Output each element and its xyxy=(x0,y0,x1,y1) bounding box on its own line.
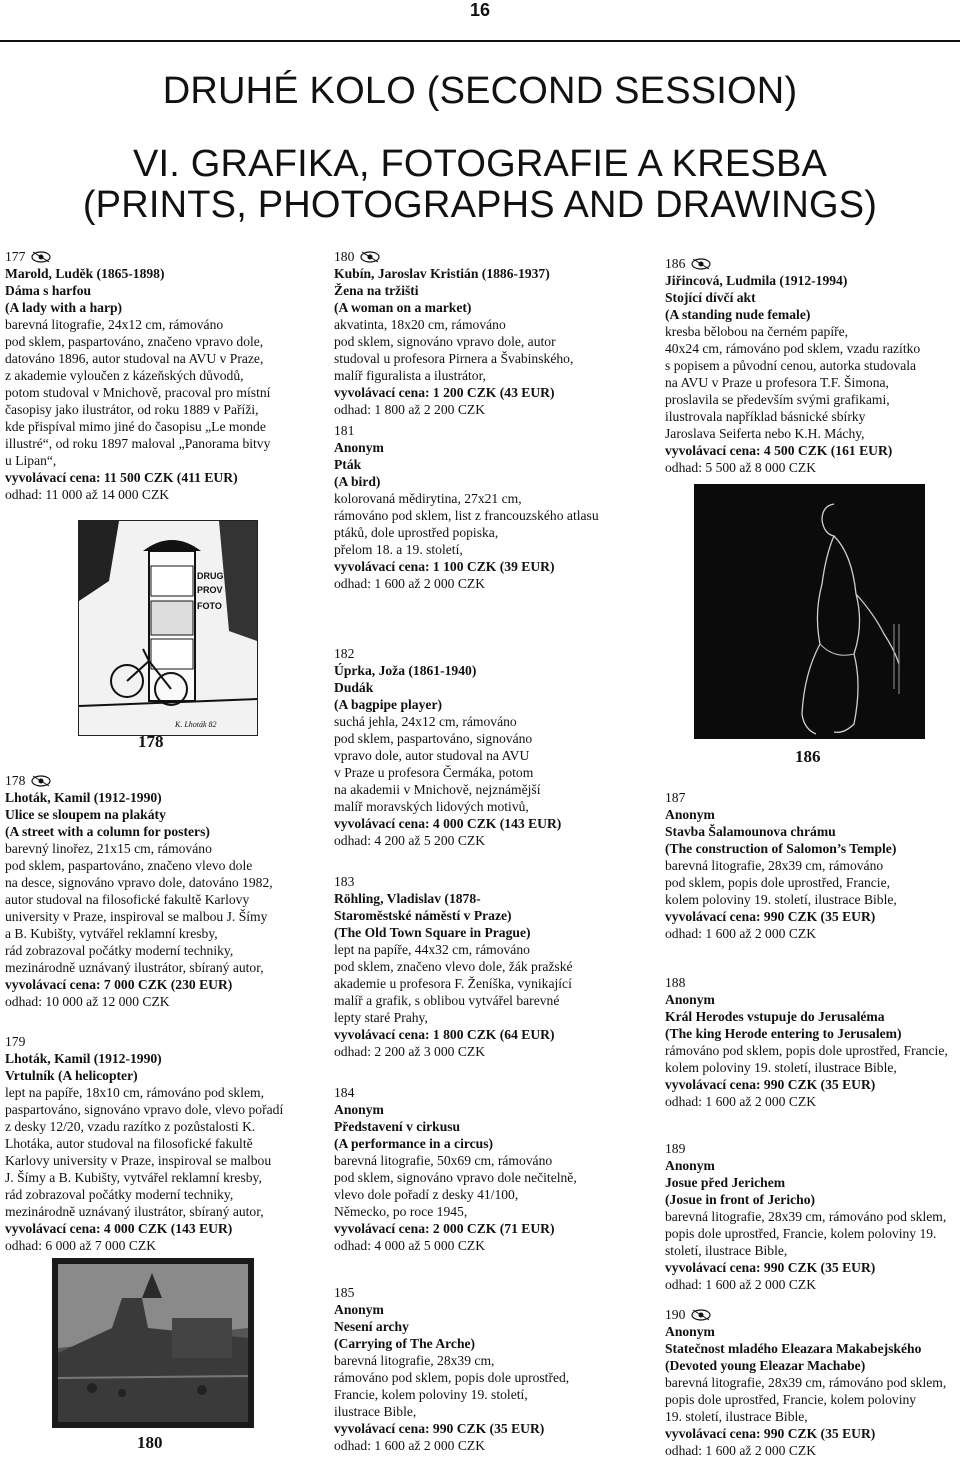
entry-line: Röhling, Vladislav (1878- xyxy=(334,891,481,906)
entry-line: Francie, kolem poloviny 19. století, xyxy=(334,1387,528,1402)
entry-line: proslavila se především svými grafikami, xyxy=(665,392,890,407)
entry-188 xyxy=(665,974,957,1110)
entry-182 xyxy=(334,645,634,849)
poster-text: PROV xyxy=(197,585,223,595)
poster-text: FOTO xyxy=(197,601,222,611)
figure-label-180: 180 xyxy=(137,1433,163,1452)
entry-line: vyvolávací cena: 2 000 CZK (71 EUR) xyxy=(334,1221,555,1236)
entry-177 xyxy=(5,248,305,503)
entry-line: vyvolávací cena: 990 CZK (35 EUR) xyxy=(665,1077,876,1092)
entry-line: university v Praze, inspiroval se malbou J. Šímy xyxy=(5,909,268,924)
entry-line: (The Old Town Square in Prague) xyxy=(334,925,531,940)
entry-line: kde přispíval mimo jiné do časopisu „Le monde xyxy=(5,419,266,434)
entry-line: odhad: 2 200 až 3 000 CZK xyxy=(334,1044,486,1059)
entry-line: pod sklem, popis dole uprostřed, Francie, xyxy=(665,875,891,890)
lot-number: 185 xyxy=(334,1285,355,1300)
entry-line: odhad: 4 200 až 5 200 CZK xyxy=(334,833,486,848)
entry-line: odhad: 4 000 až 5 000 CZK xyxy=(334,1238,486,1253)
entry-line: pod sklem, signováno vpravo dole, autor xyxy=(334,334,556,349)
entry-line: odhad: 1 600 až 2 000 CZK xyxy=(665,1443,817,1458)
entry-line: Marold, Luděk (1865-1898) xyxy=(5,266,165,281)
entry-line: vyvolávací cena: 1 100 CZK (39 EUR) xyxy=(334,559,555,574)
entry-line: rámováno pod sklem, popis dole uprostřed, xyxy=(334,1370,570,1385)
entry-line: Žena na tržišti xyxy=(334,283,419,298)
entry-line: vyvolávací cena: 990 CZK (35 EUR) xyxy=(665,909,876,924)
entry-line: Anonym xyxy=(334,1102,384,1117)
entry-line: datováno 1896, autor studoval na AVU v Praze, xyxy=(5,351,264,366)
lot-number: 188 xyxy=(665,975,686,990)
entry-178 xyxy=(5,772,305,1010)
entry-line: odhad: 1 600 až 2 000 CZK xyxy=(334,576,486,591)
lot-number: 186 xyxy=(665,256,686,271)
entry-line: odhad: 6 000 až 7 000 CZK xyxy=(5,1238,157,1253)
entry-line: přelom 18. a 19. století, xyxy=(334,542,463,557)
entry-line: paspartováno, signováno vpravo dole, vlevo pořadí xyxy=(5,1102,284,1117)
entry-line: Stavba Šalamounova chrámu xyxy=(665,824,836,839)
entry-line: vyvolávací cena: 1 200 CZK (43 EUR) xyxy=(334,385,555,400)
entry-line: barevná litografie, 28x39 cm, rámováno xyxy=(665,858,884,873)
entry-line: vyvolávací cena: 990 CZK (35 EUR) xyxy=(665,1426,876,1441)
entry-line: 40x24 cm, rámováno pod sklem, vzadu razítko xyxy=(665,341,921,356)
entry-line: na desce, signováno vpravo dole, datováno 1982, xyxy=(5,875,273,890)
entry-line: odhad: 10 000 až 12 000 CZK xyxy=(5,994,170,1009)
entry-line: s popisem a původní cenou, autorka studovala xyxy=(665,358,917,373)
entry-line: vyvolávací cena: 990 CZK (35 EUR) xyxy=(334,1421,545,1436)
entry-190 xyxy=(665,1306,957,1459)
entry-line: malíř a grafik, s oblibou vytvářel barevné xyxy=(334,993,560,1008)
entry-line: Král Herodes vstupuje do Jerusaléma xyxy=(665,1009,885,1024)
entry-line: pod sklem, signováno vpravo dole nečitelně, xyxy=(334,1170,577,1185)
entry-line: kolem poloviny 19. století, ilustrace Bible, xyxy=(665,1060,897,1075)
lot-number: 187 xyxy=(665,790,686,805)
artwork-186-standing-nude xyxy=(694,484,925,739)
entry-183 xyxy=(334,873,634,1060)
entry-line: vyvolávací cena: 7 000 CZK (230 EUR) xyxy=(5,977,233,992)
eye-icon xyxy=(31,775,51,787)
entry-line: Lhoták, Kamil (1912-1990) xyxy=(5,790,162,805)
entry-line: potom studoval v Mnichově, pracoval pro místní xyxy=(5,385,271,400)
entry-line: ilustrovala například básnické sbírky xyxy=(665,409,866,424)
entry-line: lepty staré Prahy, xyxy=(334,1010,428,1025)
eye-icon xyxy=(31,251,51,263)
entry-line: J. Šímy a B. Kubišty, vytvářel reklamní kresby, xyxy=(5,1170,262,1185)
entry-line: (Carrying of The Arche) xyxy=(334,1336,476,1351)
entry-line: odhad: 1 600 až 2 000 CZK xyxy=(334,1438,486,1453)
entry-line: odhad: 1 800 až 2 200 CZK xyxy=(334,402,486,417)
entry-line: Staroměstské náměstí v Praze) xyxy=(334,908,512,923)
entry-line: Jiřincová, Ludmila (1912-1994) xyxy=(665,273,848,288)
entry-line: (The construction of Salomon’s Temple) xyxy=(665,841,897,856)
session-heading: DRUHÉ KOLO (SECOND SESSION) xyxy=(162,70,798,112)
artwork-180-woman-on-market xyxy=(52,1258,254,1428)
entry-line: (Josue in front of Jericho) xyxy=(665,1192,816,1207)
entry-line: časopisy jako ilustrátor, od roku 1889 v Paříži, xyxy=(5,402,259,417)
entry-line: odhad: 1 600 až 2 000 CZK xyxy=(665,1277,817,1292)
entry-line: vyvolávací cena: 4 500 CZK (161 EUR) xyxy=(665,443,893,458)
entry-line: Dudák xyxy=(334,680,374,695)
entry-line: (A street with a column for posters) xyxy=(5,824,210,839)
entry-line: ilustrace Bible, xyxy=(334,1404,417,1419)
entry-line: Úprka, Joža (1861-1940) xyxy=(334,663,477,678)
entry-line: rád zobrazoval počátky moderní techniky, xyxy=(5,943,234,958)
entry-line: 19. století, ilustrace Bible, xyxy=(665,1409,808,1424)
entry-line: vyvolávací cena: 4 000 CZK (143 EUR) xyxy=(334,816,562,831)
entry-line: rád zobrazoval počátky moderní techniky, xyxy=(5,1187,234,1202)
entry-line: studoval u profesora Pirnera a Švabinského, xyxy=(334,351,574,366)
figure-label-178: 178 xyxy=(138,732,164,751)
entry-line: ptáků, dole uprostřed popiska, xyxy=(334,525,499,540)
entry-line: Anonym xyxy=(665,1324,715,1339)
entry-line: Pták xyxy=(334,457,362,472)
entry-line: Ulice se sloupem na plakáty xyxy=(5,807,166,822)
entry-line: Vrtulník (A helicopter) xyxy=(5,1068,138,1083)
entry-line: (A bird) xyxy=(334,474,381,489)
entry-185 xyxy=(334,1284,634,1454)
entry-line: z akademie vyloučen z kázeňských důvodů, xyxy=(5,368,244,383)
entry-line: akvatinta, 18x20 cm, rámováno xyxy=(334,317,506,332)
lot-number: 182 xyxy=(334,646,355,661)
entry-line: suchá jehla, 24x12 cm, rámováno xyxy=(334,714,517,729)
entry-line: barevná litografie, 28x39 cm, rámováno pod sklem, xyxy=(665,1375,947,1390)
entry-line: (Devoted young Eleazar Machabe) xyxy=(665,1358,866,1373)
entry-line: Anonym xyxy=(334,440,384,455)
entry-line: (A performance in a circus) xyxy=(334,1136,494,1151)
entry-187 xyxy=(665,789,957,942)
entry-line: popis dole uprostřed, Francie, kolem poloviny 19. xyxy=(665,1226,937,1241)
artwork-178-street-with-column xyxy=(78,520,258,736)
entry-line: vyvolávací cena: 1 800 CZK (64 EUR) xyxy=(334,1027,555,1042)
entry-line: Stojící dívčí akt xyxy=(665,290,756,305)
entry-line: století, ilustrace Bible, xyxy=(665,1243,788,1258)
entry-line: illustré“, od roku 1897 maloval „Panorama bitvy xyxy=(5,436,271,451)
entry-line: a B. Kubišty, vytvářel reklamní kresby, xyxy=(5,926,218,941)
entry-line: Lhotáka, autor studoval na filosofické fakultě xyxy=(5,1136,253,1151)
entry-line: malíř figuralista a ilustrátor, xyxy=(334,368,486,383)
eye-icon xyxy=(360,251,380,263)
entry-line: u Lipan“, xyxy=(5,453,57,468)
entry-184 xyxy=(334,1084,634,1254)
entry-line: (A woman on a market) xyxy=(334,300,472,315)
entry-line: Karlovy university v Praze, inspiroval se malbou xyxy=(5,1153,272,1168)
entry-line: Nesení archy xyxy=(334,1319,409,1334)
entry-line: kolem poloviny 19. století, ilustrace Bible, xyxy=(665,892,897,907)
entry-line: odhad: 1 600 až 2 000 CZK xyxy=(665,1094,817,1109)
entry-line: rámováno pod sklem, popis dole uprostřed, Francie, xyxy=(665,1043,948,1058)
entry-line: Lhoták, Kamil (1912-1990) xyxy=(5,1051,162,1066)
entry-line: barevná litografie, 28x39 cm, rámováno pod sklem, xyxy=(665,1209,947,1224)
poster-text: DRUG xyxy=(197,571,224,581)
header-rule xyxy=(0,40,960,42)
entry-line: Anonym xyxy=(665,992,715,1007)
entry-line: rámováno pod sklem, list z francouzského atlasu xyxy=(334,508,599,523)
entry-line: barevný linořez, 21x15 cm, rámováno xyxy=(5,841,212,856)
entry-line: z desky 12/20, vzadu razítko z pozůstalosti K. xyxy=(5,1119,256,1134)
entry-line: Anonym xyxy=(665,807,715,822)
entry-line: Statečnost mladého Eleazara Makabejského xyxy=(665,1341,922,1356)
lot-number: 181 xyxy=(334,423,355,438)
entry-189 xyxy=(665,1140,957,1293)
entry-line: pod sklem, paspartováno, značeno vlevo dole xyxy=(5,858,253,873)
lot-number: 179 xyxy=(5,1034,26,1049)
lot-number: 180 xyxy=(334,249,355,264)
eye-icon xyxy=(691,258,711,270)
section-heading: VI. GRAFIKA, FOTOGRAFIE A KRESBA xyxy=(132,143,828,185)
entry-line: (A lady with a harp) xyxy=(5,300,123,315)
entry-line: vlevo dole pořadí z desky 41/100, xyxy=(334,1187,519,1202)
lot-number: 189 xyxy=(665,1141,686,1156)
entry-line: (The king Herode entering to Jerusalem) xyxy=(665,1026,902,1041)
page-number: 16 xyxy=(469,0,491,20)
entry-line: barevná litografie, 50x69 cm, rámováno xyxy=(334,1153,553,1168)
entry-line: odhad: 11 000 až 14 000 CZK xyxy=(5,487,170,502)
entry-line: odhad: 5 500 až 8 000 CZK xyxy=(665,460,817,475)
lot-number: 178 xyxy=(5,773,26,788)
entry-line: vyvolávací cena: 4 000 CZK (143 EUR) xyxy=(5,1221,233,1236)
entry-line: vyvolávací cena: 11 500 CZK (411 EUR) xyxy=(5,470,238,485)
entry-line: pod sklem, značeno vlevo dole, žák pražské xyxy=(334,959,573,974)
entry-line: autor studoval na filosofické fakultě Karlovy xyxy=(5,892,250,907)
artist-signature: K. Lhoták 82 xyxy=(175,720,217,729)
entry-line: na akademii v Mnichově, nejznámější xyxy=(334,782,541,797)
entry-186 xyxy=(665,255,957,476)
entry-line: lept na papíře, 18x10 cm, rámováno pod sklem, xyxy=(5,1085,264,1100)
entry-179 xyxy=(5,1033,305,1254)
entry-line: (A standing nude female) xyxy=(665,307,811,322)
figure-label-186: 186 xyxy=(795,747,821,766)
entry-line: pod sklem, paspartováno, značeno vpravo dole, xyxy=(5,334,264,349)
entry-line: Anonym xyxy=(334,1302,384,1317)
entry-line: akademie u profesora F. Ženíška, vynikající xyxy=(334,976,572,991)
entry-line: Jaroslava Seiferta nebo K.H. Máchy, xyxy=(665,426,865,441)
entry-line: kolorovaná mědirytina, 27x21 cm, xyxy=(334,491,522,506)
entry-line: malíř moravských lidových motivů, xyxy=(334,799,529,814)
lot-number: 183 xyxy=(334,874,355,889)
entry-line: barevná litografie, 24x12 cm, rámováno xyxy=(5,317,224,332)
section-heading-english: (PRINTS, PHOTOGRAPHS AND DRAWINGS) xyxy=(82,184,878,226)
lot-number: 177 xyxy=(5,249,26,264)
entry-line: pod sklem, paspartováno, signováno xyxy=(334,731,533,746)
entry-line: barevná litografie, 28x39 cm, xyxy=(334,1353,495,1368)
entry-line: odhad: 1 600 až 2 000 CZK xyxy=(665,926,817,941)
entry-181 xyxy=(334,422,634,592)
entry-line: mezinárodně uznávaný ilustrátor, sbíraný autor, xyxy=(5,1204,264,1219)
entry-line: Dáma s harfou xyxy=(5,283,92,298)
entry-line: v Praze u profesora Čermáka, potom xyxy=(334,765,534,780)
entry-line: Kubín, Jaroslav Kristián (1886-1937) xyxy=(334,266,550,281)
entry-line: Josue před Jerichem xyxy=(665,1175,786,1190)
eye-icon xyxy=(691,1309,711,1321)
entry-180 xyxy=(334,248,634,418)
entry-line: (A bagpipe player) xyxy=(334,697,442,712)
entry-line: lept na papíře, 44x32 cm, rámováno xyxy=(334,942,530,957)
entry-line: kresba bělobou na černém papíře, xyxy=(665,324,849,339)
entry-line: popis dole uprostřed, Francie, kolem poloviny xyxy=(665,1392,917,1407)
entry-line: vyvolávací cena: 990 CZK (35 EUR) xyxy=(665,1260,876,1275)
lot-number: 190 xyxy=(665,1307,686,1322)
entry-line: Představení v cirkusu xyxy=(334,1119,461,1134)
entry-line: Anonym xyxy=(665,1158,715,1173)
entry-line: na AVU v Praze u profesora T.F. Šimona, xyxy=(665,375,889,390)
lot-number: 184 xyxy=(334,1085,355,1100)
entry-line: Německo, po roce 1945, xyxy=(334,1204,468,1219)
entry-line: vpravo dole, autor studoval na AVU xyxy=(334,748,530,763)
entry-line: mezinárodně uznávaný ilustrátor, sbíraný autor, xyxy=(5,960,264,975)
